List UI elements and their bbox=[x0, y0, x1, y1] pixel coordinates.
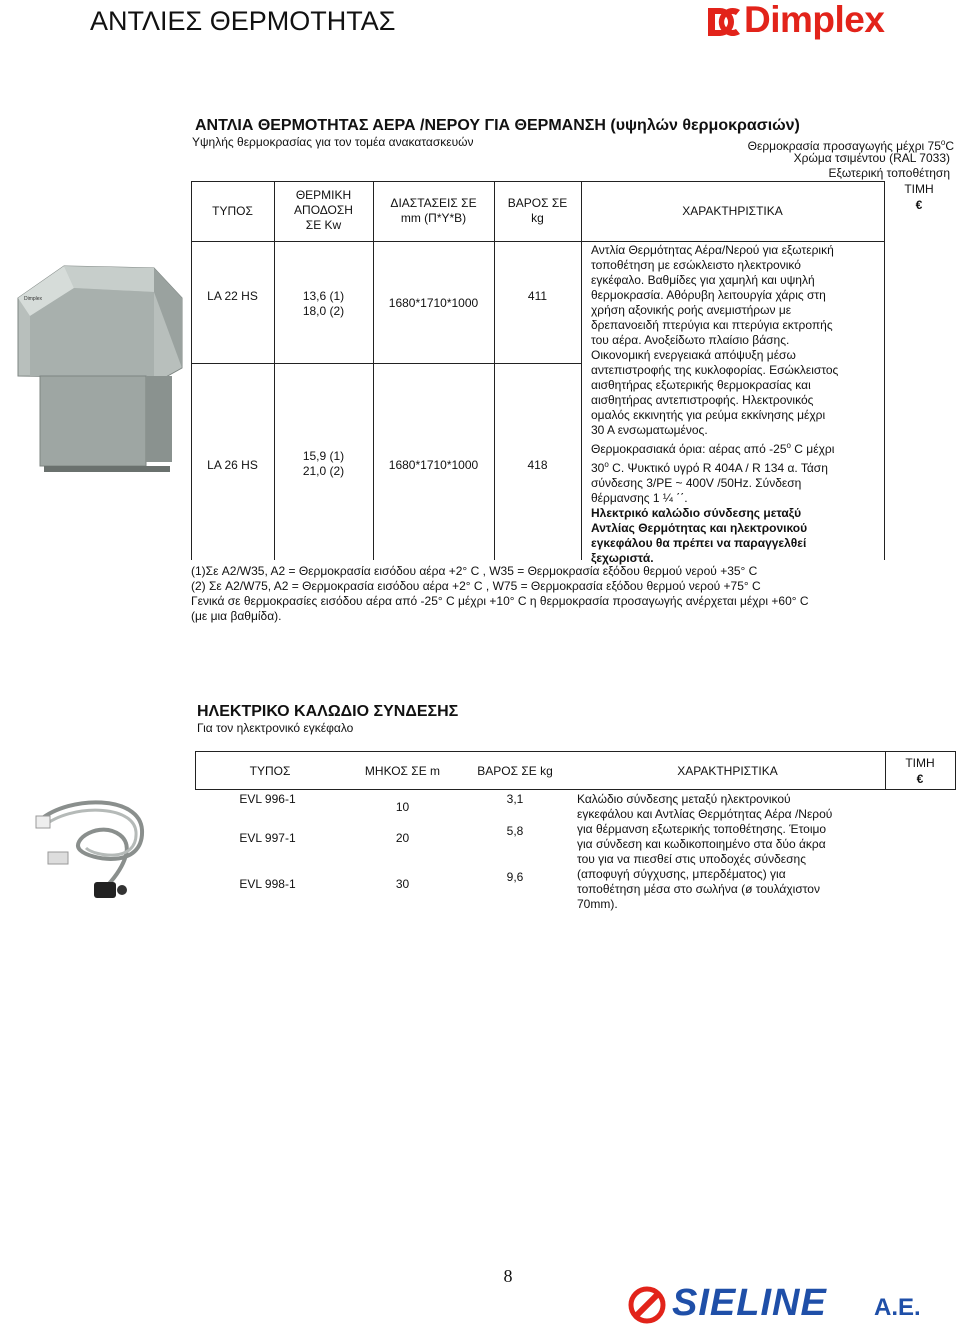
table1-top-border bbox=[191, 181, 884, 182]
section1-subtitle-right-3: Εξωτερική τοποθέτηση bbox=[828, 166, 950, 180]
table2-header-length: ΜΗΚΟΣ ΣΕ m bbox=[364, 764, 441, 778]
sieline-logo-suffix: A.E. bbox=[874, 1294, 921, 1321]
table1-features: Αντλία Θερμότητας Αέρα/Νερού για εξωτερική τοποθέτηση με εσώκλειστο ηλεκτρονικό εγκέφαλο. Βαθμίδες για χαμηλή και υψηλή θερμοκρασία. Αθόρυβη λειτουργία χάρις στη χρήση αξονικής ροής ανεμιστήρων με δρεπανοειδή πτερύγια και πτερύγια εκτροπής του αέρα. Ανοξείδωτο πλαίσιο βάσης. Οικονομική ενεργειακά απόψυξη μέσω αντεπιστροφής της κυκλοφορίας. Εσώκλειστος αισθητήρας εξωτερικής θερμοκρασίας και αισθητήρας αντεπιστροφής. Ηλεκτρονικός ομαλός εκκινητής για ρεύμα εκκίνησης μέχρι 30 A ενσωματωμένος. Θερμοκρασιακά όρια: αέρας από $-25^o$ C μέχρι $30^o$ C. Ψυκτικό υγρό R 404A / R 134 α. Τάση σύνδεσης 3/PE ~ 400V /50Hz. Σύνδεση θέρμανσης 1 ¼ ΄΄. Ηλεκτρικό καλώδιο σύνδεσης μεταξύ Αντλίας Θερμότητας και ηλεκτρονικού εγκεφάλου θα πρέπει να παραγγελθεί ξεχωριστά. bbox=[591, 243, 839, 565]
section1-title: ΑΝΤΛΙΑ ΘΕΡΜΟΤΗΤΑΣ ΑΕΡΑ /ΝΕΡΟΥ ΓΙΑ ΘΕΡΜΑΝΣΗ (υψηλών θερμοκρασιών) bbox=[195, 117, 800, 134]
sieline-logo bbox=[628, 1282, 928, 1326]
table2-right-border bbox=[955, 751, 956, 789]
section1-subtitle-right-1: Θερμοκρασία προσαγωγής μέχρι $75^oC$ bbox=[747, 138, 954, 153]
table1-row-type: LA 26 HS bbox=[207, 458, 258, 472]
sieline-logo-text: SIELINE bbox=[672, 1282, 827, 1324]
sieline-logo-icon bbox=[628, 1286, 666, 1324]
table2-row-type: EVL 996-1 bbox=[239, 792, 296, 806]
table1-row-power: 15,9 (1) 21,0 (2) bbox=[302, 449, 345, 478]
table1-header-currency: € bbox=[915, 198, 923, 212]
table2-row-weight: 5,8 bbox=[506, 824, 524, 838]
section2-title: ΗΛΕΚΤΡΙΚΟ ΚΑΛΩΔΙΟ ΣΥΝΔΕΣΗΣ bbox=[197, 703, 459, 720]
dimplex-logo-icon bbox=[706, 4, 742, 40]
table2-row-weight: 3,1 bbox=[506, 792, 524, 806]
table1-col-divider bbox=[274, 181, 275, 560]
table1-col-divider bbox=[581, 181, 582, 560]
section1-footnotes: (1)Σε A2/W35, A2 = Θερμοκρασία εισόδου αέρα +2° C , W35 = Θερμοκρασία εξόδου θερμού νερού +35° C (2) Σε A2/W75, A2 = Θερμοκρασία εισόδου αέρα +2° C , W75 = Θερμοκρασία εξόδου θερμού νερού +75° C Γενικά σε θερμοκρασίες εισόδου αέρα από -25° C μέχρι +10° C η θερμοκρασία προσαγωγής ανέρχεται μέχρι +60° C (με μια βαθμίδα). bbox=[191, 564, 809, 623]
heat-pump-image bbox=[4, 258, 188, 476]
table2-row-length: 30 bbox=[395, 877, 410, 891]
table1-header-dims: ΔΙΑΣΤΑΣΕΙΣ ΣΕ mm (Π*Υ*Β) bbox=[390, 196, 477, 225]
table1-col-divider bbox=[884, 181, 885, 560]
table1-row-divider bbox=[191, 363, 581, 364]
table2-features: Καλώδιο σύνδεσης μεταξύ ηλεκτρονικού εγκεφάλου και Αντλίας Θερμότητας Αέρα /Νερού για θέρμανση εξωτερικής τοποθέτησης. Έτοιμο για σύνδεση και κωδικοποιημένο στα δύο άκρα του για να πιεσθεί στις υποδοχές σύνδεσης (αποφυγή σύγχυσης, μπερδέματος) για τοποθέτηση μέσα στο σωλήνα (ø τουλάχιστον 70mm). bbox=[577, 792, 833, 911]
table1-row-dims: 1680*1710*1000 bbox=[388, 458, 479, 472]
dimplex-logo-text: Dimplex bbox=[744, 0, 885, 40]
table1-col-divider bbox=[373, 181, 374, 560]
table1-header-price: ΤΙΜΗ bbox=[904, 182, 934, 196]
table1-header-type: ΤΥΠΟΣ bbox=[212, 204, 253, 218]
table1-row-weight: 418 bbox=[527, 458, 548, 472]
table1-header-thermal: ΘΕΡΜΙΚΗ ΑΠΟΔΟΣΗ ΣΕ Kw bbox=[294, 188, 353, 232]
table1-row-power: 13,6 (1) 18,0 (2) bbox=[302, 289, 345, 318]
section1-subtitle-left: Υψηλής θερμοκρασίας για τον τομέα ανακατασκευών bbox=[192, 135, 474, 149]
cable-image bbox=[30, 790, 154, 910]
section1-subtitle-right-2: Χρώμα τσιμέντου (RAL 7033) bbox=[793, 151, 950, 165]
table1-header-weight: ΒΑΡΟΣ ΣΕ kg bbox=[507, 196, 568, 225]
table1-row-type: LA 22 HS bbox=[207, 289, 258, 303]
table2-header-border bbox=[195, 789, 956, 790]
page-number: 8 bbox=[503, 1266, 513, 1286]
table2-header-features: ΧΑΡΑΚΤΗΡΙΣΤΙΚΑ bbox=[677, 764, 778, 778]
table1-left-border bbox=[191, 181, 192, 560]
table1-header-features: ΧΑΡΑΚΤΗΡΙΣΤΙΚΑ bbox=[682, 204, 783, 218]
section2-subtitle: Για τον ηλεκτρονικό εγκέφαλο bbox=[197, 721, 354, 735]
table2-header-type: ΤΥΠΟΣ bbox=[249, 764, 291, 778]
table1-row-weight: 411 bbox=[527, 289, 548, 303]
page-title: ΑΝΤΛΙΕΣ ΘΕΡΜΟΤΗΤΑΣ bbox=[90, 6, 396, 36]
table2-row-length: 10 bbox=[395, 800, 410, 814]
table2-header-weight: ΒΑΡΟΣ ΣΕ kg bbox=[477, 764, 553, 778]
svg-text:Dimplex: Dimplex bbox=[24, 296, 43, 302]
dimplex-logo bbox=[706, 2, 906, 44]
table1-header-border bbox=[191, 241, 884, 242]
table2-top-border bbox=[195, 751, 956, 752]
table2-row-length: 20 bbox=[395, 831, 410, 845]
table2-header-price: ΤΙΜΗ bbox=[905, 756, 935, 770]
table2-header-currency: € bbox=[916, 772, 924, 786]
table2-row-weight: 9,6 bbox=[506, 870, 524, 884]
table1-row-dims: 1680*1710*1000 bbox=[388, 296, 479, 310]
table1-col-divider bbox=[494, 181, 495, 560]
table2-row-type: EVL 997-1 bbox=[239, 831, 296, 845]
table2-row-type: EVL 998-1 bbox=[239, 877, 296, 891]
